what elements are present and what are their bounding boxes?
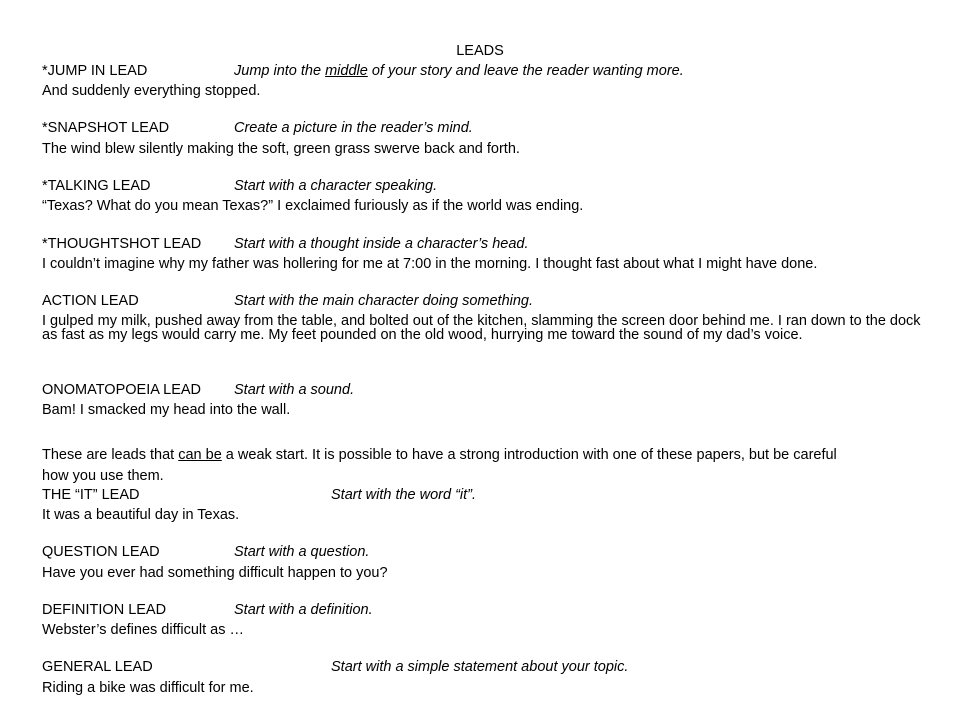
lead-heading-onomatopoeia <box>42 380 355 400</box>
lead-name: *SNAPSHOT LEAD <box>42 120 170 136</box>
lead-name: ONOMATOPOEIA LEAD <box>42 382 202 398</box>
lead-heading-definition <box>42 600 373 620</box>
lead-description: Start with the main character doing something. <box>234 293 534 309</box>
underlined-word: middle <box>325 63 368 79</box>
lead-heading-action <box>42 291 534 311</box>
lead-example: The wind blew silently making the soft, green grass swerve back and forth. <box>42 141 520 157</box>
lead-description: Jump into the middle of your story and leave the reader wanting more. <box>234 63 684 79</box>
weak-intro-text-line2: how you use them. <box>42 468 164 484</box>
lead-heading-thoughtshot <box>42 234 529 254</box>
lead-description: Start with a thought inside a character’s head. <box>234 236 529 252</box>
lead-name: THE “IT” LEAD <box>42 487 140 503</box>
lead-description: Start with a question. <box>234 544 370 560</box>
lead-example: Webster’s defines difficult as … <box>42 622 245 638</box>
lead-heading-general <box>42 657 629 677</box>
lead-heading-question <box>42 542 370 562</box>
lead-description: Start with the word “it”. <box>331 487 477 503</box>
lead-heading-talking <box>42 176 438 196</box>
lead-heading-it <box>42 485 477 505</box>
lead-name: *TALKING LEAD <box>42 178 151 194</box>
weak-intro-text: These are leads that can be a weak start. It is possible to have a strong introduction with one of these papers, but be careful <box>42 447 837 463</box>
lead-example: And suddenly everything stopped. <box>42 83 261 99</box>
lead-example: Have you ever had something difficult happen to you? <box>42 565 388 581</box>
lead-example: Riding a bike was difficult for me. <box>42 680 254 696</box>
lead-name: *THOUGHTSHOT LEAD <box>42 236 202 252</box>
lead-name: DEFINITION LEAD <box>42 602 167 618</box>
lead-heading-jump-in <box>42 61 684 81</box>
lead-name: ACTION LEAD <box>42 293 139 309</box>
lead-example: It was a beautiful day in Texas. <box>42 507 240 523</box>
underlined-phrase: can be <box>178 447 222 463</box>
lead-example: I couldn’t imagine why my father was hollering for me at 7:00 in the morning. I thought fast about what I might have done. <box>42 256 818 272</box>
lead-description: Start with a simple statement about your topic. <box>331 659 629 675</box>
lead-description: Start with a character speaking. <box>234 178 438 194</box>
lead-description: Start with a definition. <box>234 602 373 618</box>
lead-description: Start with a sound. <box>234 382 355 398</box>
lead-name: *JUMP IN LEAD <box>42 63 148 79</box>
lead-example: Bam! I smacked my head into the wall. <box>42 402 291 418</box>
page-title: LEADS <box>456 43 504 59</box>
lead-heading-snapshot <box>42 118 473 138</box>
lead-name: QUESTION LEAD <box>42 544 160 560</box>
lead-example: I gulped my milk, pushed away from the table, and bolted out of the kitchen, slamming the screen door behind me. I ran down to the dock as fast as my legs would carry me. My feet pounded on the old wood, hurrying me toward the sound of my dad’s voice. <box>42 313 921 343</box>
lead-name: GENERAL LEAD <box>42 659 153 675</box>
lead-description: Create a picture in the reader’s mind. <box>234 120 473 136</box>
lead-example: “Texas? What do you mean Texas?” I exclaimed furiously as if the world was ending. <box>42 198 584 214</box>
